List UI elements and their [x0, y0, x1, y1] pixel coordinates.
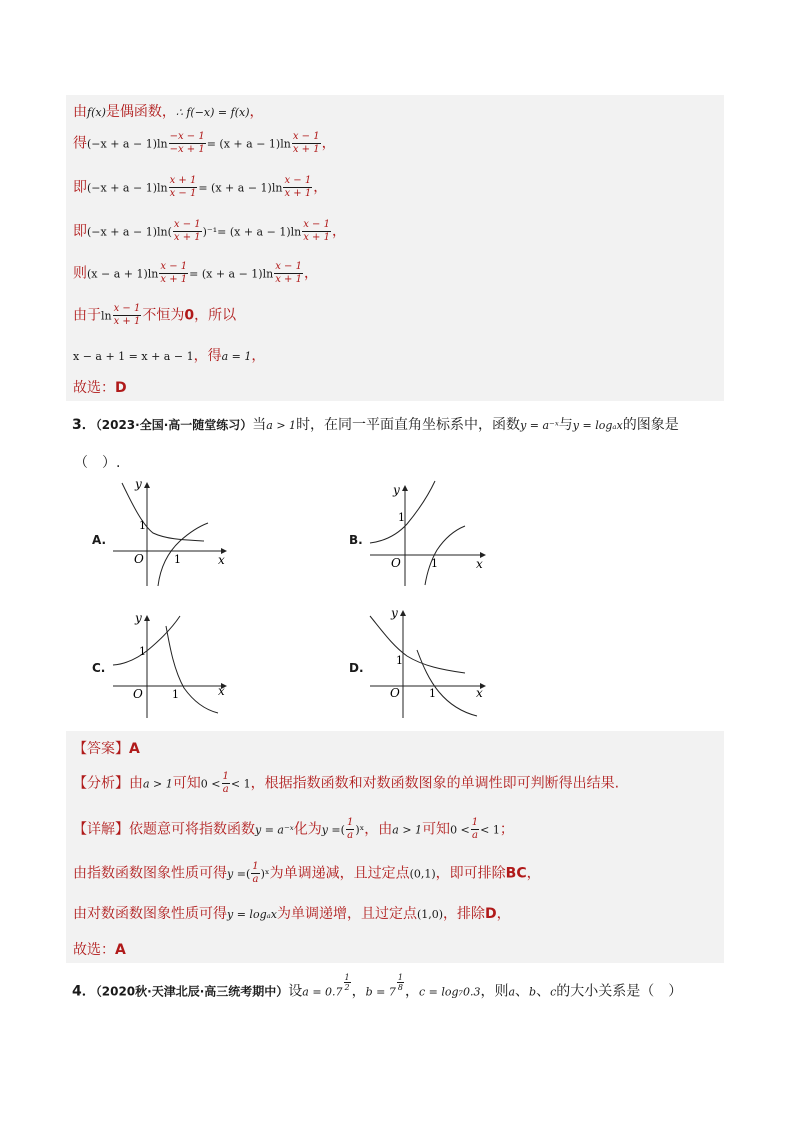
- y-one-label: 1: [139, 519, 146, 532]
- solution-line-3: 即(−x + a − 1)ln $\frac{x + 1}{x - 1}$ = (x + a − 1)ln $\frac{x - 1}{x + 1}$ ，: [73, 175, 328, 199]
- fraction: $\frac{x - 1}{x + 1}$: [292, 131, 320, 155]
- detail-line-2: 由指数函数图象性质可得y =( $\frac{1}{a}$ )ˣ为单调递减，且过定点(0,1)，即可排除BC，: [73, 861, 541, 885]
- final-answer-line: 故选：A: [73, 942, 126, 958]
- solution-line-1: 由f(x)是偶函数，∴ f(−x) = f(x)，: [73, 104, 264, 120]
- x-axis-label: x: [476, 557, 483, 571]
- fraction: $\frac{x + 1}{x - 1}$: [169, 175, 197, 199]
- x-one-label: 1: [429, 687, 436, 700]
- analysis-line: 【分析】由a > 1可知0 < $\frac{1}{a}$ < 1，根据指数函数和对数函数图象的单调性即可判断得出结果.: [73, 771, 620, 795]
- fraction: $\frac{x - 1}{x + 1}$: [275, 261, 302, 285]
- fraction: $\frac{1}{a}$: [222, 771, 229, 795]
- y-axis-label: y: [135, 611, 142, 625]
- x-axis-label: x: [218, 684, 225, 698]
- log-curve: [417, 650, 477, 716]
- fraction: $\frac{1}{a}$: [471, 817, 479, 841]
- origin-label: O: [390, 686, 400, 700]
- solution-block-q3: [66, 731, 724, 963]
- detail-line: 【详解】依题意可将指数函数y = a⁻ˣ化为y =( $\frac{1}{a}$ )ˣ，由a > 1可知0 < $\frac{1}{a}$ < 1；: [73, 817, 514, 841]
- y-one-label: 1: [139, 645, 146, 658]
- question-3-paren: （ ）.: [74, 455, 121, 471]
- option-b-label[interactable]: B.: [349, 533, 363, 547]
- fraction: $\frac{x - 1}{x + 1}$: [284, 175, 312, 199]
- detail-line-3: 由对数函数图象性质可得y = logₐx为单调递增，且过定点(1,0)，排除D，: [73, 906, 511, 922]
- graph-option-c[interactable]: [108, 608, 233, 718]
- fraction: $\frac{x - 1}{x + 1}$: [303, 219, 330, 243]
- graph-option-b[interactable]: [365, 478, 490, 588]
- y-one-label: 1: [396, 654, 403, 667]
- answer-line: 【答案】A: [73, 741, 140, 757]
- origin-label: O: [134, 552, 144, 566]
- y-one-label: 1: [398, 511, 405, 524]
- question-3-stem: 3．（2023·全国·高一随堂练习）当a > 1时，在同一平面直角坐标系中，函数y = a⁻ˣ与y = logₐx的图象是: [72, 417, 679, 433]
- y-axis-label: y: [391, 608, 398, 620]
- y-axis-label: y: [393, 483, 400, 497]
- question-4-stem: 4．（2020秋·天津北辰·高三统考期中）设a = 0.7 $\frac{1}{2}$ ，b = 7 $\frac{1}{8}$ ，c = log₇0.3，则a、b、c的大小关系是（ ）: [72, 973, 683, 1000]
- solution-line-8: 故选：D: [73, 380, 127, 396]
- log-curve: [158, 523, 208, 586]
- x-axis-label: x: [476, 686, 483, 700]
- x-axis-label: x: [218, 553, 225, 567]
- solution-line-2: 得(−x + a − 1)ln $\frac{-x - 1}{-x + 1}$ = (x + a − 1)ln $\frac{x - 1}{x + 1}$ ，: [73, 131, 336, 155]
- solution-line-4: 即(−x + a − 1)ln( $\frac{x - 1}{x + 1}$ )⁻¹= (x + a − 1)ln $\frac{x - 1}{x + 1}$ ，: [73, 219, 346, 243]
- fraction: $\frac{1}{a}$: [346, 817, 354, 841]
- solution-block-prev: [66, 95, 724, 401]
- exponent-fraction: $\frac{1}{8}$: [397, 973, 403, 992]
- x-one-label: 1: [174, 553, 181, 566]
- origin-label: O: [391, 556, 401, 570]
- y-axis-label: y: [135, 478, 142, 491]
- exponent-fraction: $\frac{1}{2}$: [344, 973, 350, 992]
- option-d-label[interactable]: D.: [349, 661, 364, 675]
- graph-option-a[interactable]: [108, 478, 233, 588]
- solution-line-7: x − a + 1 = x + a − 1，得a = 1，: [73, 348, 266, 364]
- fraction: $\frac{-x - 1}{-x + 1}$: [169, 131, 205, 155]
- x-one-label: 1: [172, 688, 179, 701]
- fraction: $\frac{x - 1}{x + 1}$: [113, 303, 141, 327]
- graph-option-d[interactable]: [365, 608, 490, 718]
- fraction: $\frac{x - 1}{x + 1}$: [160, 261, 188, 285]
- fraction: $\frac{x - 1}{x + 1}$: [173, 219, 201, 243]
- fraction: $\frac{1}{a}$: [252, 861, 259, 885]
- solution-line-5: 则(x − a + 1)ln $\frac{x - 1}{x + 1}$ = (x + a − 1)ln $\frac{x - 1}{x + 1}$ ，: [73, 261, 318, 285]
- solution-line-6: 由于ln $\frac{x - 1}{x + 1}$ 不恒为0，所以: [73, 303, 237, 327]
- option-c-label[interactable]: C.: [92, 661, 106, 675]
- option-a-label[interactable]: A.: [92, 533, 107, 547]
- origin-label: O: [133, 687, 143, 701]
- x-one-label: 1: [431, 557, 438, 570]
- exponential-curve: [370, 616, 465, 673]
